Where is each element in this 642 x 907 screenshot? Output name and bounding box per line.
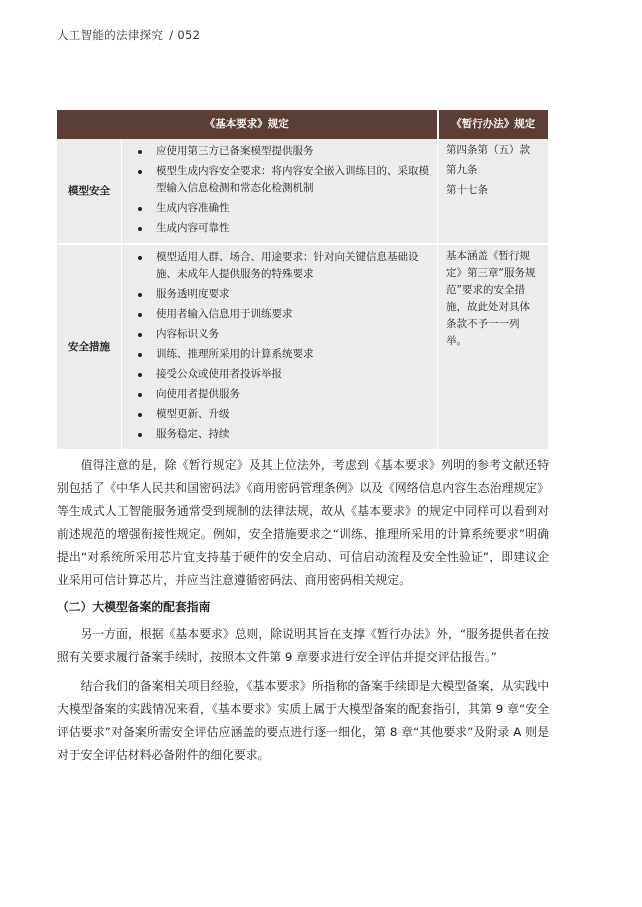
list-item: 生成内容准确性: [136, 200, 433, 217]
reference-item: 第十七条: [446, 184, 488, 196]
list-item: 服务稳定、持续: [136, 426, 433, 443]
reference-item: 第九条: [446, 164, 478, 176]
list-item: 使用者输入信息用于训练要求: [136, 306, 433, 323]
column-header-basic-requirements: 《基本要求》规定: [57, 110, 438, 139]
table-row-security-measures: [57, 244, 548, 449]
requirement-list-cell: [122, 139, 438, 244]
section-heading: （二）大模型备案的配套指南: [57, 600, 211, 614]
page-number: / 052: [169, 28, 201, 42]
reference-cell: [438, 139, 549, 244]
list-item: 向使用者提供服务: [136, 386, 433, 403]
book-title: 人工智能的法律探究: [57, 28, 164, 42]
list-item: 接受公众或使用者投诉举报: [136, 366, 433, 383]
column-header-interim-measures: 《暂行办法》规定: [438, 110, 549, 139]
table-row-model-security: [57, 139, 548, 244]
paragraph: 结合我们的备案相关项目经验，《基本要求》所指称的备案手续即是大模型备案，从实践中大模型备案的实践情况来看，《基本要求》实质上属于大模型备案的配套指引，其第 9 章“安全评估要求”对备案所需安全评估应涵盖的要点进行逐一细化，第 8 章“其他要求”及附录 A 则是对于安全评估材料必备附件的细化要求。: [57, 679, 549, 762]
paragraph: 另一方面，根据《基本要求》总则，除说明其旨在支撑《暂行办法》外，“服务提供者在按照有关要求履行备案手续时，按照本文件第 9 章要求进行安全评估并提交评估报告。”: [57, 627, 549, 664]
reference-item: 基本涵盖《暂行规定》第三章“服务规范”要求的安全措施，故此处对具体条款不予一一列举。: [446, 250, 536, 347]
list-item: 模型生成内容安全要求：将内容安全嵌入训练目的、采取模型输入信息检测和常态化检测机制: [136, 163, 433, 197]
list-item: 生成内容可靠性: [136, 220, 433, 237]
row-category: 模型安全: [57, 139, 122, 244]
reference-item: 第四条第（五）款: [446, 144, 530, 156]
list-item: 模型适用人群、场合、用途要求：针对向关键信息基础设施、未成年人提供服务的特殊要求: [136, 249, 433, 283]
bullet-list: [136, 249, 433, 443]
body-text: [57, 454, 549, 767]
list-item: 训练、推理所采用的计算系统要求: [136, 346, 433, 363]
paragraph: 值得注意的是，除《暂行规定》及其上位法外，考虑到《基本要求》列明的参考文献还特别包括了《中华人民共和国密码法》《商用密码管理条例》以及《网络信息内容生态治理规定》等生成式人工智能服务通常受到规制的法律法规，故从《基本要求》的规定中同样可以看到对前述规范的增强衔接性规定。例如，安全措施要求之“训练、推理所采用的计算系统要求”明确提出“对系统所采用芯片宜支持基于硬件的安全启动、可信启动流程及安全性验证”，即建议企业采用可信计算芯片，并应当注意遵循密码法、商用密码相关规定。: [57, 458, 549, 587]
requirement-list-cell: [122, 244, 438, 449]
running-header: [57, 27, 200, 43]
list-item: 内容标识义务: [136, 326, 433, 343]
table-header-row: [57, 110, 548, 139]
reference-cell: [438, 244, 549, 449]
requirements-table: [57, 110, 548, 449]
row-category: 安全措施: [57, 244, 122, 449]
list-item: 模型更新、升级: [136, 406, 433, 423]
bullet-list: [136, 143, 433, 237]
list-item: 服务透明度要求: [136, 286, 433, 303]
list-item: 应使用第三方已备案模型提供服务: [136, 143, 433, 160]
